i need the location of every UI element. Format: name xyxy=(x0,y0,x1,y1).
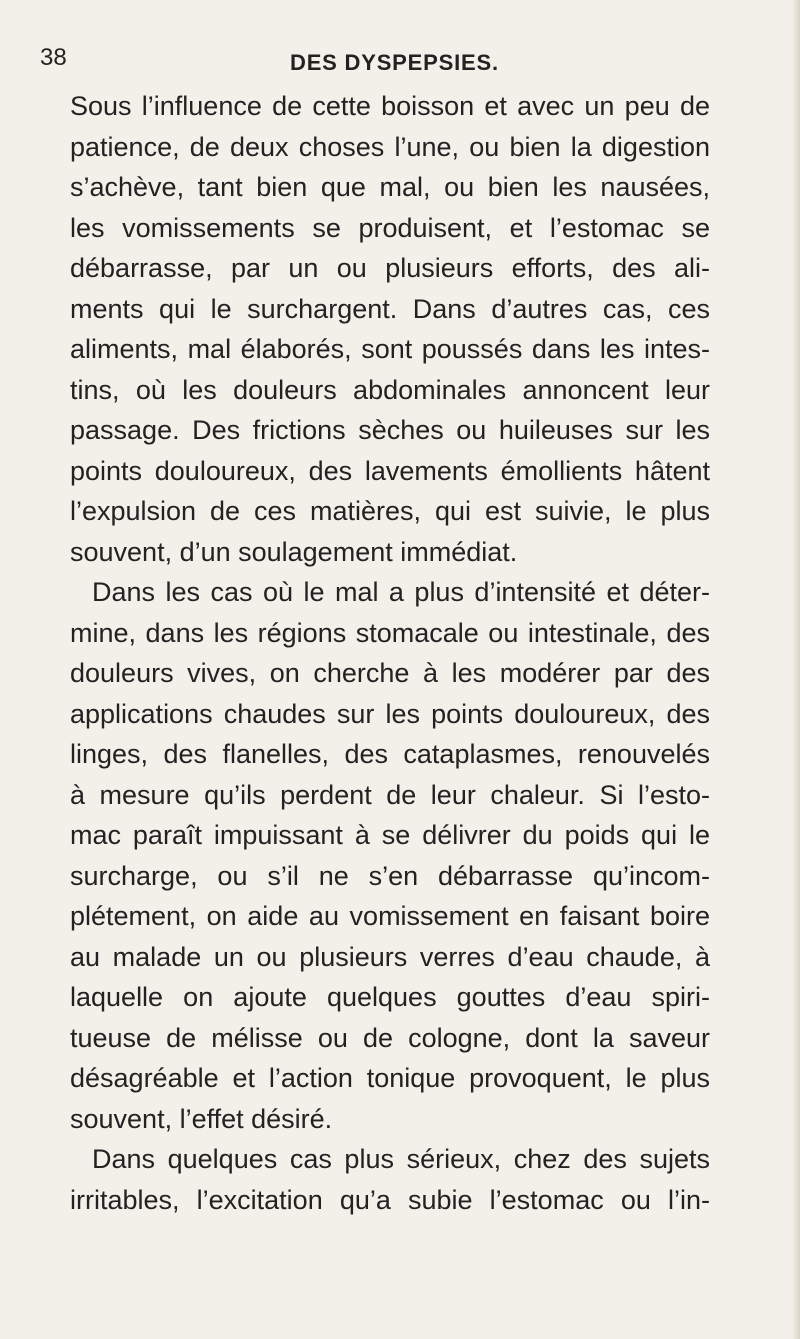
text-line: débarrasse, par un ou plusieurs efforts, des ali- xyxy=(70,253,710,283)
text-line: Dans les cas où le mal a plus d’intensité et déter- xyxy=(92,577,710,607)
text-line: souvent, l’effet désiré. xyxy=(70,1103,333,1134)
text-line: au malade un ou plusieurs verres d’eau chaude, à xyxy=(70,941,710,972)
text-line: points douloureux, des lavements émollients hâtent xyxy=(70,455,710,486)
text-line: l’expulsion de ces matières, qui est suivie, le plus xyxy=(70,496,710,526)
page-edge-shadow xyxy=(792,0,800,1339)
text-line: s’achève, tant bien que mal, ou bien les nausées, xyxy=(70,172,710,202)
text-line: patience, de deux choses l’une, ou bien la digestion xyxy=(70,131,710,162)
text-line: mine, dans les régions stomacale ou intestinale, des xyxy=(70,617,710,648)
text-line: à mesure qu’ils perdent de leur chaleur. Si l’esto- xyxy=(70,779,710,810)
page-number: 38 xyxy=(40,44,67,71)
text-line: les vomissements se produisent, et l’estomac se xyxy=(70,212,710,243)
text-line: plétement, on aide au vomissement en faisant boire xyxy=(70,901,710,931)
text-line: mac paraît impuissant à se délivrer du poids qui le xyxy=(70,820,710,850)
text-line: applications chaudes sur les points douloureux, des xyxy=(70,698,710,729)
text-line: tins, où les douleurs abdominales annoncent leur xyxy=(70,374,710,405)
text-line: tueuse de mélisse ou de cologne, dont la saveur xyxy=(70,1022,710,1053)
text-line: irritables, l’excitation qu’a subie l’estomac ou l’in- xyxy=(70,1184,710,1215)
text-line: surcharge, ou s’il ne s’en débarrasse qu’incom- xyxy=(70,860,710,891)
text-line: douleurs vives, on cherche à les modérer par des xyxy=(70,658,710,688)
text-line: passage. Des frictions sèches ou huileuses sur les xyxy=(70,415,710,445)
text-line: désagréable et l’action tonique provoquent, le plus xyxy=(70,1063,710,1093)
text-line: aliments, mal élaborés, sont poussés dans les intes- xyxy=(70,334,710,364)
text-line: Sous l’influence de cette boisson et avec un peu de xyxy=(70,91,710,121)
text-line: ments qui le surchargent. Dans d’autres cas, ces xyxy=(70,293,710,324)
running-title: DES DYSPEPSIES. xyxy=(290,50,499,75)
text-line: Dans quelques cas plus sérieux, chez des sujets xyxy=(92,1144,710,1174)
text-line: souvent, d’un soulagement immédiat. xyxy=(70,536,518,567)
text-line: laquelle on ajoute quelques gouttes d’eau spiri- xyxy=(70,982,710,1012)
text-line: linges, des flanelles, des cataplasmes, renouvelés xyxy=(70,739,710,769)
body-text xyxy=(70,86,710,1220)
